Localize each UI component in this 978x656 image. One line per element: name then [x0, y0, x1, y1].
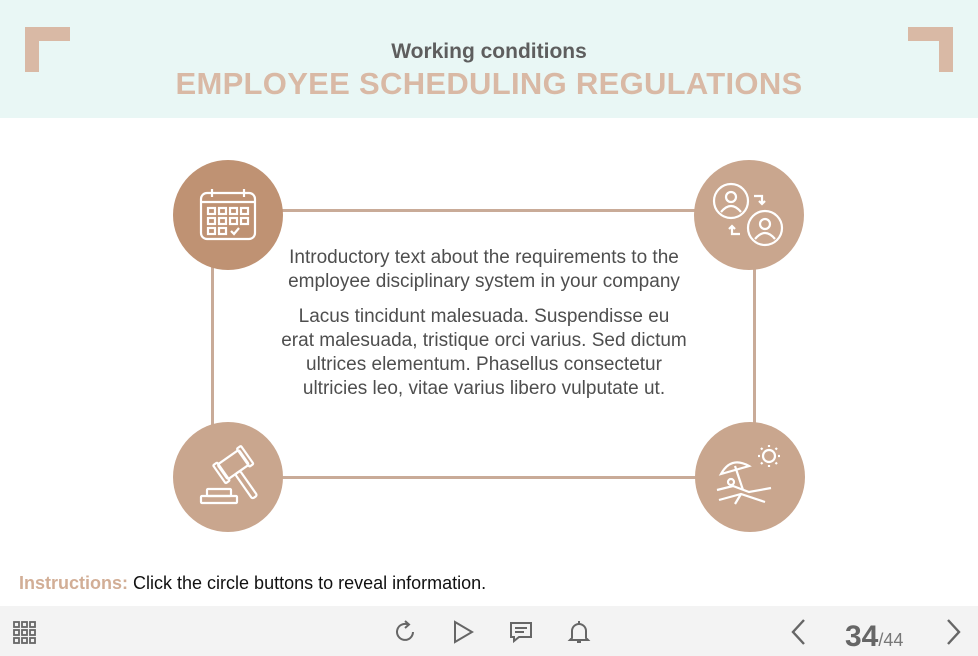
total-pages: /44	[878, 630, 904, 650]
beach-vacation-icon	[713, 444, 787, 510]
player-toolbar	[0, 606, 978, 656]
beach-vacation-circle-button[interactable]	[695, 422, 805, 532]
people-swap-circle-button[interactable]	[694, 160, 804, 270]
gavel-circle-button[interactable]	[173, 422, 283, 532]
calendar-circle-button[interactable]	[173, 160, 283, 270]
body-text: Lacus tincidunt malesuada. Suspendisse eu erat malesuada, tristique orci varius. Sed dictum ultrices elementum. Phasellus consectetur ultricies leo, vitae varius libero vulputate ut.	[281, 306, 687, 399]
instructions	[19, 573, 486, 594]
replay-icon[interactable]	[392, 619, 418, 645]
instructions-label: Instructions:	[19, 573, 129, 593]
page-title: EMPLOYEE SCHEDULING REGULATIONS	[175, 66, 803, 101]
header	[0, 0, 978, 118]
page-subtitle: Working conditions	[391, 40, 587, 63]
previous-slide-icon[interactable]	[786, 619, 812, 645]
page-counter	[845, 620, 903, 654]
play-icon[interactable]	[450, 619, 476, 645]
next-slide-icon[interactable]	[940, 619, 966, 645]
current-page: 34	[845, 620, 879, 653]
content-text	[280, 246, 688, 401]
intro-text: Introductory text about the requirements to the employee disciplinary system in your company	[288, 247, 680, 292]
calendar-icon	[198, 187, 258, 243]
captions-icon[interactable]	[508, 619, 534, 645]
gavel-icon	[195, 444, 261, 510]
people-swap-icon	[712, 182, 786, 248]
bell-icon[interactable]	[566, 619, 592, 645]
instructions-text: Click the circle buttons to reveal information.	[133, 573, 487, 593]
menu-grid-icon[interactable]	[12, 619, 38, 645]
